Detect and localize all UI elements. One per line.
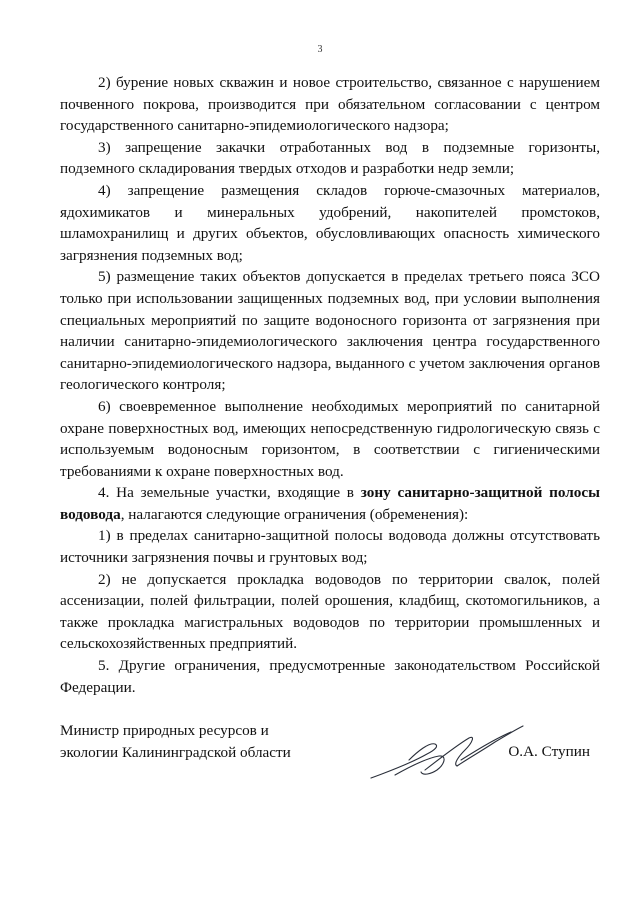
section-4-lead: 4. На земельные участки, входящие в — [98, 484, 361, 502]
signatory-title-line-1: Министр природных ресурсов и — [60, 722, 269, 739]
item-4-paragraph: 4) запрещение размещения складов горюче-смазочных материалов, ядохимикатов и минеральных удобрений, накопителей промстоков, шламохранилищ и других объектов, обусловливающих опасность химического загрязнения подземных вод; — [60, 181, 600, 264]
section-4-bold-term: зону санитарно-защитной полосы водовода — [60, 484, 601, 523]
item-6-paragraph: 6) своевременное выполнение необходимых мероприятий по санитарной охране поверхностных вод, имеющих непосредственную гидрологическую связь с используемым водоносным горизонтом, в соответствии с гигиеническими требованиями к охране поверхностных вод. — [60, 397, 600, 480]
signatory-title — [60, 720, 291, 763]
section-5-paragraph: 5. Другие ограничения, предусмотренные законодательством Российской Федерации. — [60, 657, 600, 696]
signature-strokes — [371, 726, 523, 778]
item-3-paragraph: 3) запрещение закачки отработанных вод в подземные горизонты, подземного складирования твердых отходов и разработки недр земли; — [60, 138, 600, 178]
section-4-item-2: 2) не допускается прокладка водоводов по территории свалок, полей ассенизации, полей фильтрации, полей орошения, кладбищ, скотомогильников, а также прокладка магистральных водоводов по территории промышленных и сельскохозяйственных предприятий. — [60, 570, 600, 653]
section-4-intro — [60, 482, 600, 525]
signature-block — [60, 720, 600, 800]
signatory-title-line-2: экологии Калининградской области — [60, 743, 291, 761]
signatory-name: О.А. Ступин — [508, 743, 590, 760]
section-4-item-1: 1) в пределах санитарно-защитной полосы водовода должны отсутствовать источники загрязнения почвы и грунтовых вод; — [60, 527, 600, 567]
page-number: 3 — [317, 44, 323, 55]
section-4-tail: , налагаются следующие ограничения (обременения): — [120, 505, 469, 523]
item-5-paragraph: 5) размещение таких объектов допускается в пределах третьего пояса ЗСО только при использовании защищенных подземных вод, при условии выполнения специальных мероприятий по защите водоносного горизонта от загрязнения при наличии санитарно-эпидемиологического заключения центра государственного санитарно-эпидемиологического надзора, выданного с учетом заключения органов геологического контроля; — [60, 268, 600, 394]
item-2-paragraph: 2) бурение новых скважин и новое строительство, связанное с нарушением почвенного покрова, производится при обязательном согласовании с центром государственного санитарно-эпидемиологического надзора; — [60, 74, 600, 135]
document-body — [60, 72, 600, 698]
